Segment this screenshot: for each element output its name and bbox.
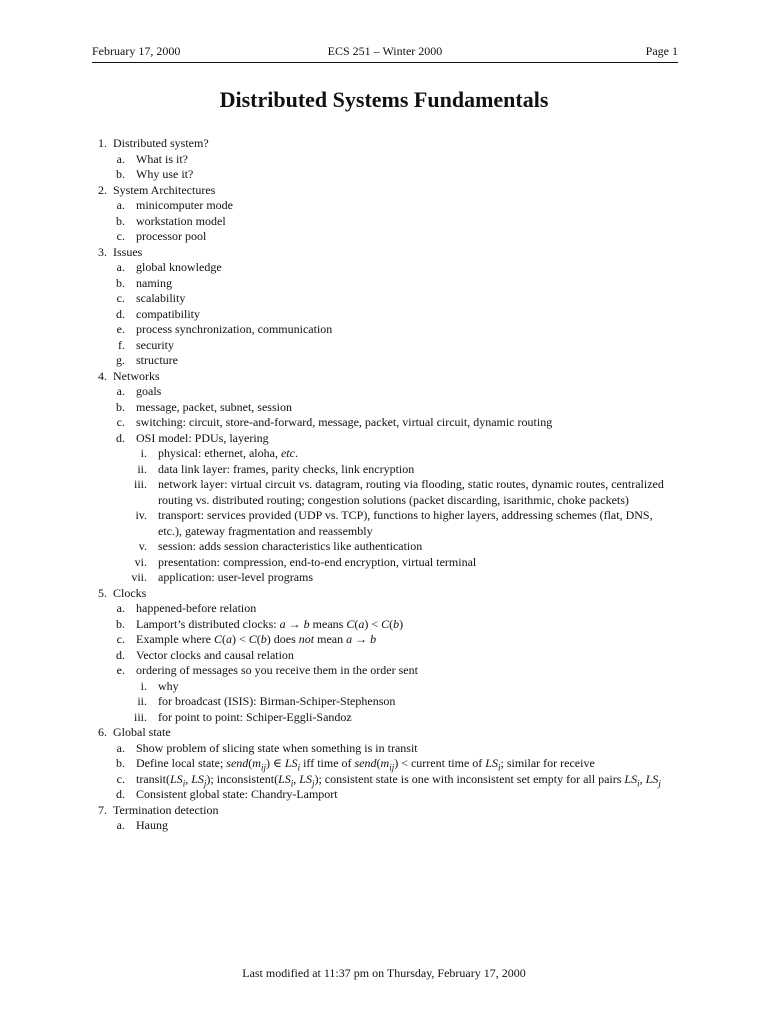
outline-subitem: [0, 663, 768, 679]
item-letter: b.: [116, 275, 125, 290]
item-text: Clocks: [113, 585, 147, 600]
outline-item: [0, 803, 768, 819]
outline-subitem: [0, 400, 768, 416]
item-text: Why use it?: [136, 167, 194, 181]
item-letter: g.: [116, 353, 125, 367]
item-letter: b.: [116, 213, 125, 228]
item-letter: b.: [116, 167, 125, 181]
item-roman: i.: [140, 446, 147, 460]
outline-subsubitem: [0, 570, 768, 586]
item-roman: iii.: [133, 477, 147, 491]
item-text: global knowledge: [136, 260, 222, 274]
outline-subitem: [0, 307, 768, 323]
item-letter: a.: [116, 601, 125, 615]
item-roman: vi.: [134, 554, 147, 569]
item-text: Lamport’s distributed clocks: a → b means C(a) < C(b): [136, 616, 404, 631]
item-roman: ii.: [137, 694, 147, 708]
header-page-number: Page 1: [645, 44, 678, 58]
outline-item: [0, 369, 768, 385]
item-text: Distributed system?: [113, 136, 209, 150]
item-letter: f.: [118, 337, 125, 352]
outline-subitem: [0, 617, 768, 633]
item-text: for broadcast (ISIS): Birman-Schiper-Stephenson: [158, 694, 396, 708]
item-text: compatibility: [136, 306, 200, 321]
outline-subitem: [0, 214, 768, 230]
outline-subsubitem: [0, 446, 768, 462]
item-letter: b.: [116, 399, 125, 414]
outline-subitem: [0, 741, 768, 757]
item-text: Vector clocks and causal relation: [136, 647, 294, 662]
item-text: presentation: compression, end-to-end encryption, virtual terminal: [158, 554, 477, 569]
document-title: Distributed Systems Fundamentals: [219, 87, 549, 112]
outline-subitem: [0, 756, 768, 772]
item-letter: e.: [116, 322, 125, 336]
outline-subsubitem: [0, 508, 768, 539]
outline-subsubitem: [0, 679, 768, 695]
item-number: 3.: [98, 244, 107, 259]
item-text: Example where C(a) < C(b) does not mean a → b: [136, 632, 377, 646]
item-text: data link layer: frames, parity checks, link encryption: [158, 461, 415, 476]
item-text: What is it?: [136, 151, 188, 166]
item-text: for point to point: Schiper-Eggli-Sandoz: [158, 709, 352, 724]
item-number: 7.: [98, 802, 107, 817]
header-date: February 17, 2000: [92, 44, 181, 58]
item-letter: a.: [116, 151, 125, 166]
item-text: Haung: [136, 818, 168, 832]
item-text: session: adds session characteristics like authentication: [158, 539, 423, 553]
item-text: processor pool: [136, 229, 207, 243]
outline-subitem: [0, 632, 768, 648]
item-text: naming: [136, 275, 172, 290]
outline-item: [0, 245, 768, 261]
outline-subsubitem: [0, 710, 768, 726]
outline: [0, 136, 768, 834]
item-text: application: user-level programs: [158, 570, 314, 584]
header-rule: [92, 62, 678, 63]
item-number: 2.: [98, 182, 107, 197]
outline-subitem: [0, 198, 768, 214]
outline-subsubitem: [0, 555, 768, 571]
item-letter: c.: [116, 771, 125, 786]
item-text: Termination detection: [113, 802, 219, 817]
item-roman: v.: [138, 539, 147, 553]
item-roman: iii.: [133, 709, 147, 724]
outline-subitem: [0, 167, 768, 183]
item-letter: a.: [116, 818, 125, 832]
item-text: scalability: [136, 291, 186, 305]
item-roman: i.: [140, 678, 147, 693]
item-text: switching: circuit, store-and-forward, message, packet, virtual circuit, dynamic routing: [136, 415, 553, 429]
item-text: workstation model: [136, 213, 226, 228]
item-number: 1.: [98, 136, 107, 150]
item-text: OSI model: PDUs, layering: [136, 430, 269, 445]
item-letter: e.: [116, 663, 125, 677]
item-number: 5.: [98, 585, 107, 600]
item-letter: a.: [116, 384, 125, 398]
item-text: Consistent global state: Chandry-Lamport: [136, 787, 338, 801]
item-text: Define local state; $send(m_{ij})$ ∈ $LS_i$ iff time of $send(m_{ij})$ < current time of $LS_i$; similar for receive: [136, 756, 595, 773]
item-roman: vii.: [131, 570, 147, 584]
item-text: System Architectures: [113, 182, 216, 197]
header-course: ECS 251 – Winter 2000: [327, 44, 443, 58]
item-text: $transit(LS_i$, $LS_j$); $inconsistent(LS_i$, $LS_j$); consistent state is one with inconsistent set empty for all pairs $LS_i$, $LS_j$: [136, 771, 661, 788]
item-letter: a.: [116, 198, 125, 212]
outline-subsubitem: [0, 539, 768, 555]
item-text: happened-before relation: [136, 601, 257, 615]
item-text: Issues: [113, 244, 143, 259]
item-text: network layer: virtual circuit vs. datagram, routing via flooding, static routes, dynamic routes, centralized routing vs. distributed routing; congestion solutions (packet discarding, isarithmic, choke packets): [158, 477, 664, 507]
item-text: Global state: [113, 725, 171, 739]
item-text: transport: services provided (UDP vs. TCP), functions to higher layers, addressing schemes (flat, DNS, etc.), gateway fragmentation and reassembly: [158, 508, 653, 538]
outline-subitem: [0, 229, 768, 245]
item-roman: ii.: [137, 461, 147, 476]
page-header: [92, 43, 678, 59]
item-letter: d.: [116, 787, 125, 801]
outline-subitem: [0, 818, 768, 834]
outline-subitem: [0, 648, 768, 664]
outline-subitem: [0, 338, 768, 354]
outline-item: [0, 183, 768, 199]
item-text: why: [158, 678, 179, 693]
outline-subitem: [0, 787, 768, 803]
outline-subitem: [0, 601, 768, 617]
item-letter: c.: [116, 415, 125, 429]
outline-subitem: [0, 384, 768, 400]
outline-subsubitem: [0, 477, 768, 508]
item-text: physical: ethernet, aloha, etc.: [158, 446, 298, 460]
item-letter: c.: [116, 291, 125, 305]
outline-subitem: [0, 276, 768, 292]
outline-subitem: [0, 260, 768, 276]
item-text: security: [136, 337, 174, 352]
item-letter: b.: [116, 616, 125, 631]
item-text: goals: [136, 384, 162, 398]
outline-item: [0, 725, 768, 741]
item-text: ordering of messages so you receive them in the order sent: [136, 663, 418, 677]
item-text: structure: [136, 353, 178, 367]
item-number: 6.: [98, 725, 107, 739]
outline-subsubitem: [0, 694, 768, 710]
outline-subitem: [0, 291, 768, 307]
item-letter: a.: [116, 260, 125, 274]
outline-subitem: [0, 431, 768, 447]
outline-subitem: [0, 353, 768, 369]
outline-item: [0, 586, 768, 602]
item-letter: d.: [116, 306, 125, 321]
item-text: process synchronization, communication: [136, 322, 333, 336]
item-number: 4.: [98, 368, 107, 383]
item-text: Networks: [113, 368, 160, 383]
item-letter: a.: [116, 740, 125, 755]
item-text: Show problem of slicing state when something is in transit: [136, 740, 418, 755]
outline-subitem: [0, 322, 768, 338]
item-text: message, packet, subnet, session: [136, 399, 292, 414]
outline-subsubitem: [0, 462, 768, 478]
outline-item: [0, 136, 768, 152]
outline-subitem: [0, 152, 768, 168]
outline-subitem: [0, 772, 768, 788]
item-letter: d.: [116, 430, 125, 445]
outline-subitem: [0, 415, 768, 431]
item-text: minicomputer mode: [136, 198, 233, 212]
item-letter: c.: [116, 632, 125, 646]
page-footer: Last modified at 11:37 pm on Thursday, February 17, 2000: [242, 966, 526, 980]
item-letter: b.: [116, 756, 125, 770]
item-roman: iv.: [135, 508, 147, 522]
item-letter: c.: [116, 229, 125, 243]
item-letter: d.: [116, 647, 125, 662]
